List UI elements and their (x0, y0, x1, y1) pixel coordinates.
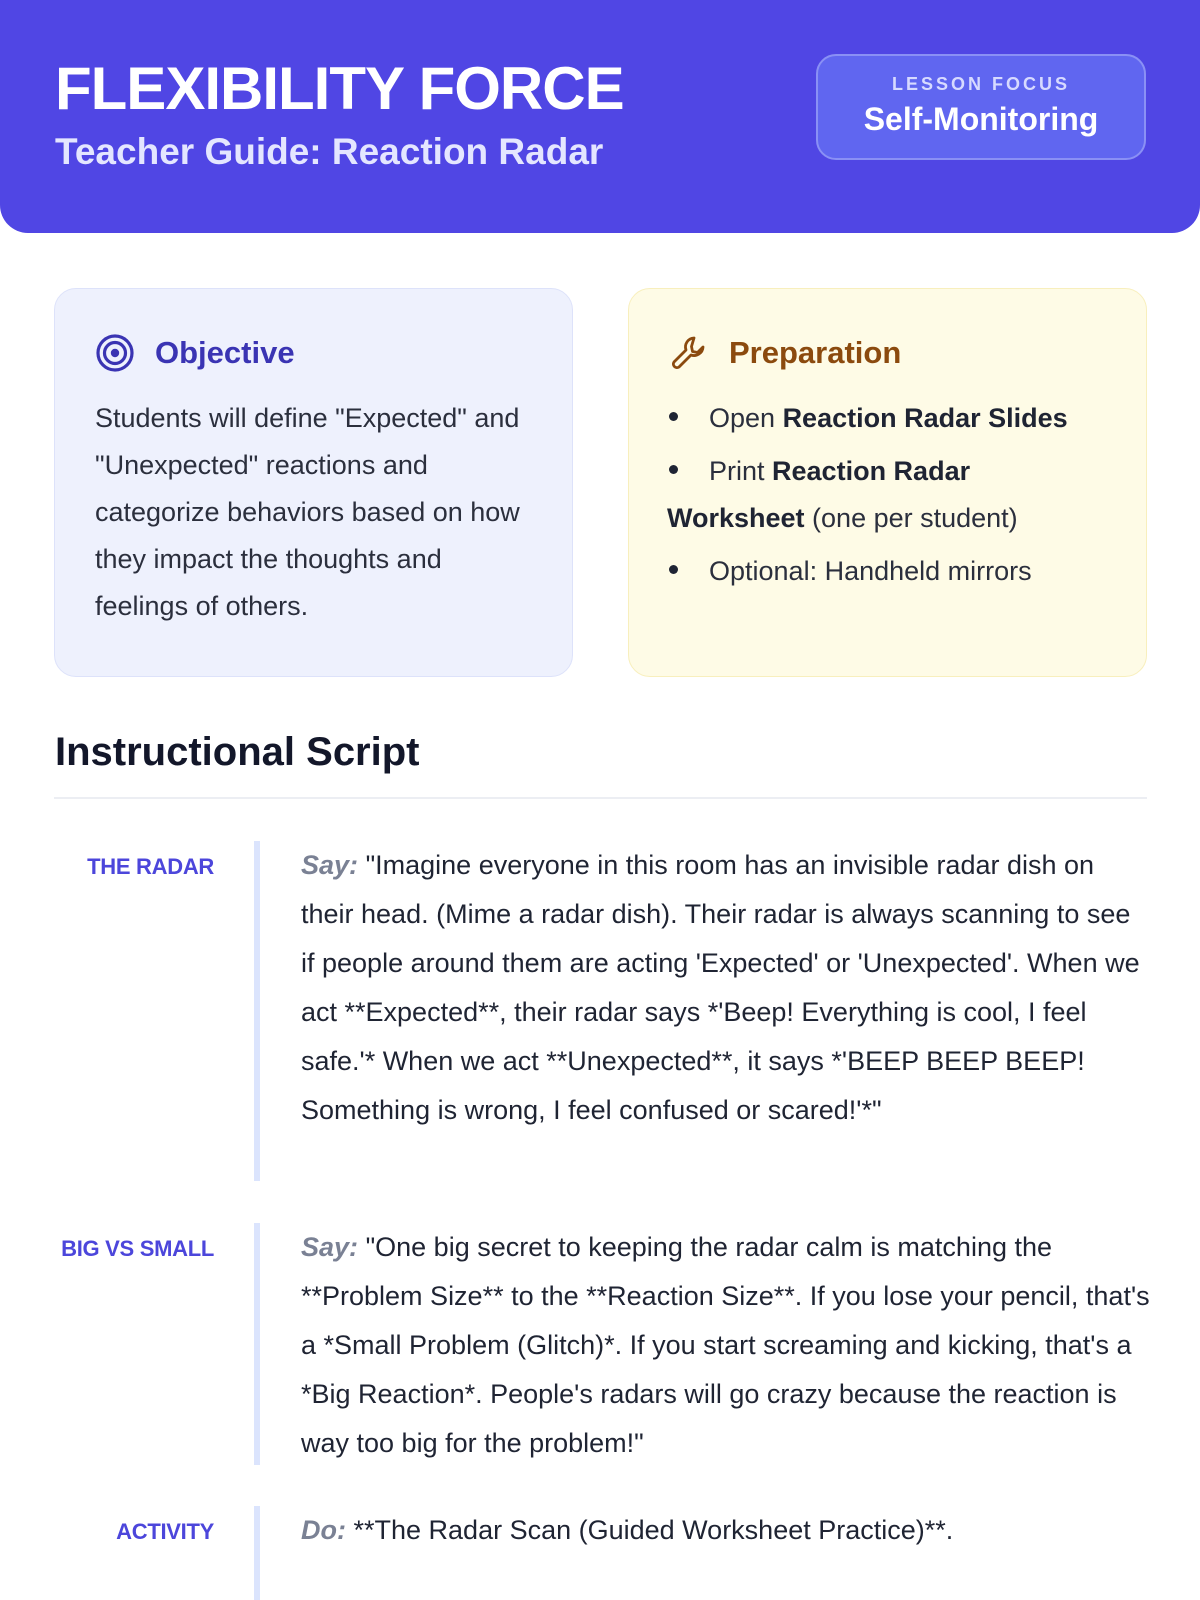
list-item: Optional: Handheld mirrors (667, 548, 1106, 595)
page-subtitle: Teacher Guide: Reaction Radar (55, 131, 604, 172)
objective-header (95, 331, 532, 375)
target-icon (95, 333, 135, 373)
script-step-label: BIG VS SMALL (61, 1236, 214, 1261)
objective-text: Students will define "Expected" and "Unexpected" reactions and categorize behaviors based on how they impact the thoughts and feelings of others. (95, 403, 520, 621)
script-step-verb: Do: (301, 1515, 346, 1545)
script-step-bar (254, 1506, 260, 1600)
wrench-icon (669, 333, 709, 373)
page-title: FLEXIBILITY FORCE (55, 55, 624, 122)
script-step-verb: Say: (301, 850, 359, 880)
preparation-card (628, 288, 1147, 677)
script-step-bar (254, 1223, 260, 1465)
preparation-title: Preparation (729, 335, 902, 370)
section-title: Instructional Script (55, 730, 420, 774)
divider (54, 797, 1147, 799)
lesson-focus-badge (816, 54, 1146, 160)
preparation-header (669, 331, 1106, 375)
page-header (0, 0, 1200, 233)
script-step-verb: Say: (301, 1232, 359, 1262)
script-step-label: THE RADAR (87, 854, 214, 879)
script-step-bar (254, 841, 260, 1181)
objective-card (54, 288, 573, 677)
list-item: Open Reaction Radar Slides (667, 395, 1106, 442)
objective-title: Objective (155, 335, 295, 370)
script-step-text: Say: "Imagine everyone in this room has an invisible radar dish on their head. (Mime a radar dish). Their radar is always scanning to see if people around them are acting 'Expected' or 'Unexpected'. When we act **Expected**, their radar says *'Beep! Everything is cool, I feel safe.'* When we act **Unexpected**, it says *'BEEP BEEP BEEP! Something is wrong, I feel confused or scared!'*" (301, 850, 1140, 1125)
preparation-list (667, 395, 1106, 595)
list-item: Print Reaction Radar Worksheet (one per student) (667, 448, 1106, 542)
script-step-text: Say: "One big secret to keeping the radar calm is matching the **Problem Size** to the **Reaction Size**. If you lose your pencil, that's a *Small Problem (Glitch)*. If you start screaming and kicking, that's a *Big Reaction*. People's radars will go crazy because the reaction is way too big for the problem!" (301, 1232, 1150, 1458)
script-step-text: Do: **The Radar Scan (Guided Worksheet Practice)**. (301, 1515, 954, 1545)
script-step-label: ACTIVITY (116, 1519, 214, 1544)
lesson-focus-value: Self-Monitoring (863, 101, 1099, 137)
lesson-focus-label: LESSON FOCUS (891, 74, 1070, 94)
